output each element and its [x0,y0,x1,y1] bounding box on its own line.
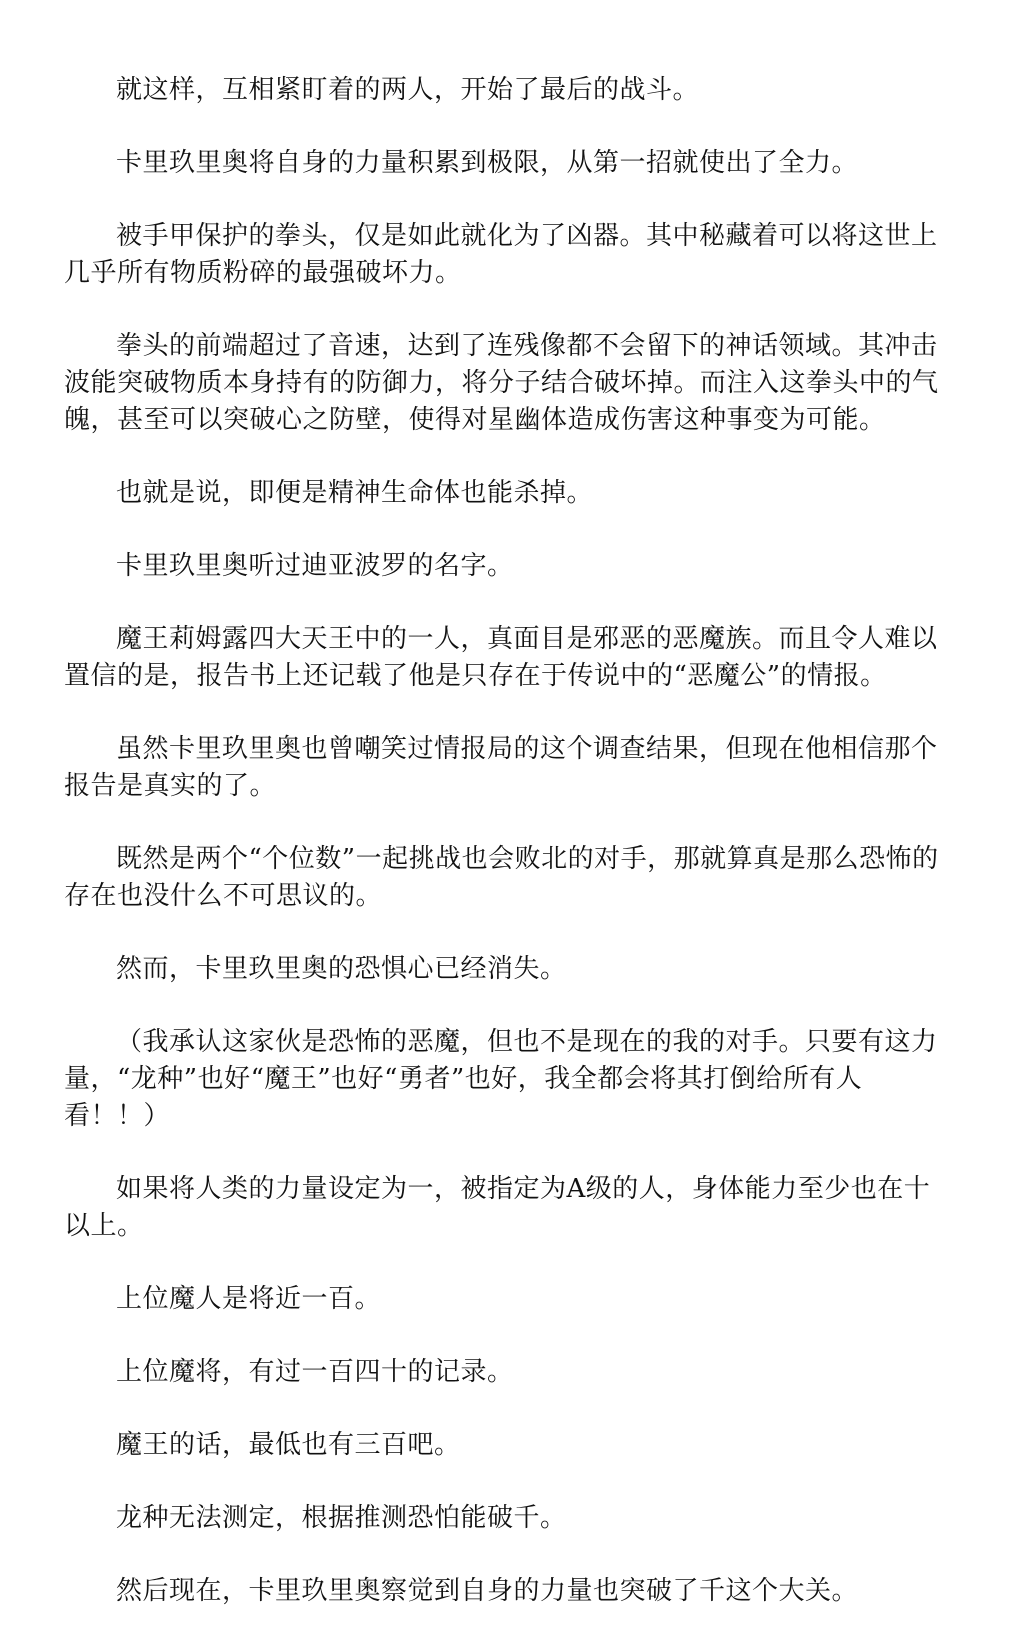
paragraph: 卡里玖里奥将自身的力量积累到极限，从第一招就使出了全力。 [116,148,859,178]
paragraph: 上位魔人是将近一百。 [116,1284,382,1314]
paragraph: 然而，卡里玖里奥的恐惧心已经消失。 [116,954,567,984]
paragraph: 卡里玖里奥听过迪亚波罗的名字。 [116,551,514,581]
paragraph: 虽然卡里玖里奥也曾嘲笑过情报局的这个调查结果，但现在他相信那个报告是真实的了。 [64,734,938,801]
paragraph: 被手甲保护的拳头，仅是如此就化为了凶器。其中秘藏着可以将这世上几乎所有物质粉碎的最强破坏力。 [64,221,938,288]
paragraph: 拳头的前端超过了音速，达到了连残像都不会留下的神话领域。其冲击波能突破物质本身持有的防御力，将分子结合破坏掉。而注入这拳头中的气魄，甚至可以突破心之防壁，使得对星幽体造成伤害这种事变为可能。 [64,331,939,435]
paragraph: 龙种无法测定，根据推测恐怕能破千。 [116,1503,567,1533]
paragraph: 魔王莉姆露四大天王中的一人，真面目是邪恶的恶魔族。而且令人难以置信的是，报告书上还记载了他是只存在于传说中的“恶魔公”的情报。 [64,624,938,691]
paragraph: 也就是说，即便是精神生命体也能杀掉。 [116,478,594,508]
paragraph: 然后现在，卡里玖里奥察觉到自身的力量也突破了千这个大关。 [116,1576,859,1606]
document-page [64,72,944,1646]
paragraph: 上位魔将，有过一百四十的记录。 [116,1357,514,1387]
paragraph: 就这样，互相紧盯着的两人，开始了最后的战斗。 [116,75,700,105]
paragraph: 如果将人类的力量设定为一，被指定为A级的人，身体能力至少也在十以上。 [64,1174,931,1241]
paragraph: 既然是两个“个位数”一起挑战也会败北的对手，那就算真是那么恐怖的存在也没什么不可思议的。 [64,844,939,911]
paragraph: 魔王的话，最低也有三百吧。 [116,1430,461,1460]
paragraph: （我承认这家伙是恐怖的恶魔，但也不是现在的我的对手。只要有这力量，“龙种”也好“魔王”也好“勇者”也好，我全都会将其打倒给所有人看！！） [64,1027,938,1131]
